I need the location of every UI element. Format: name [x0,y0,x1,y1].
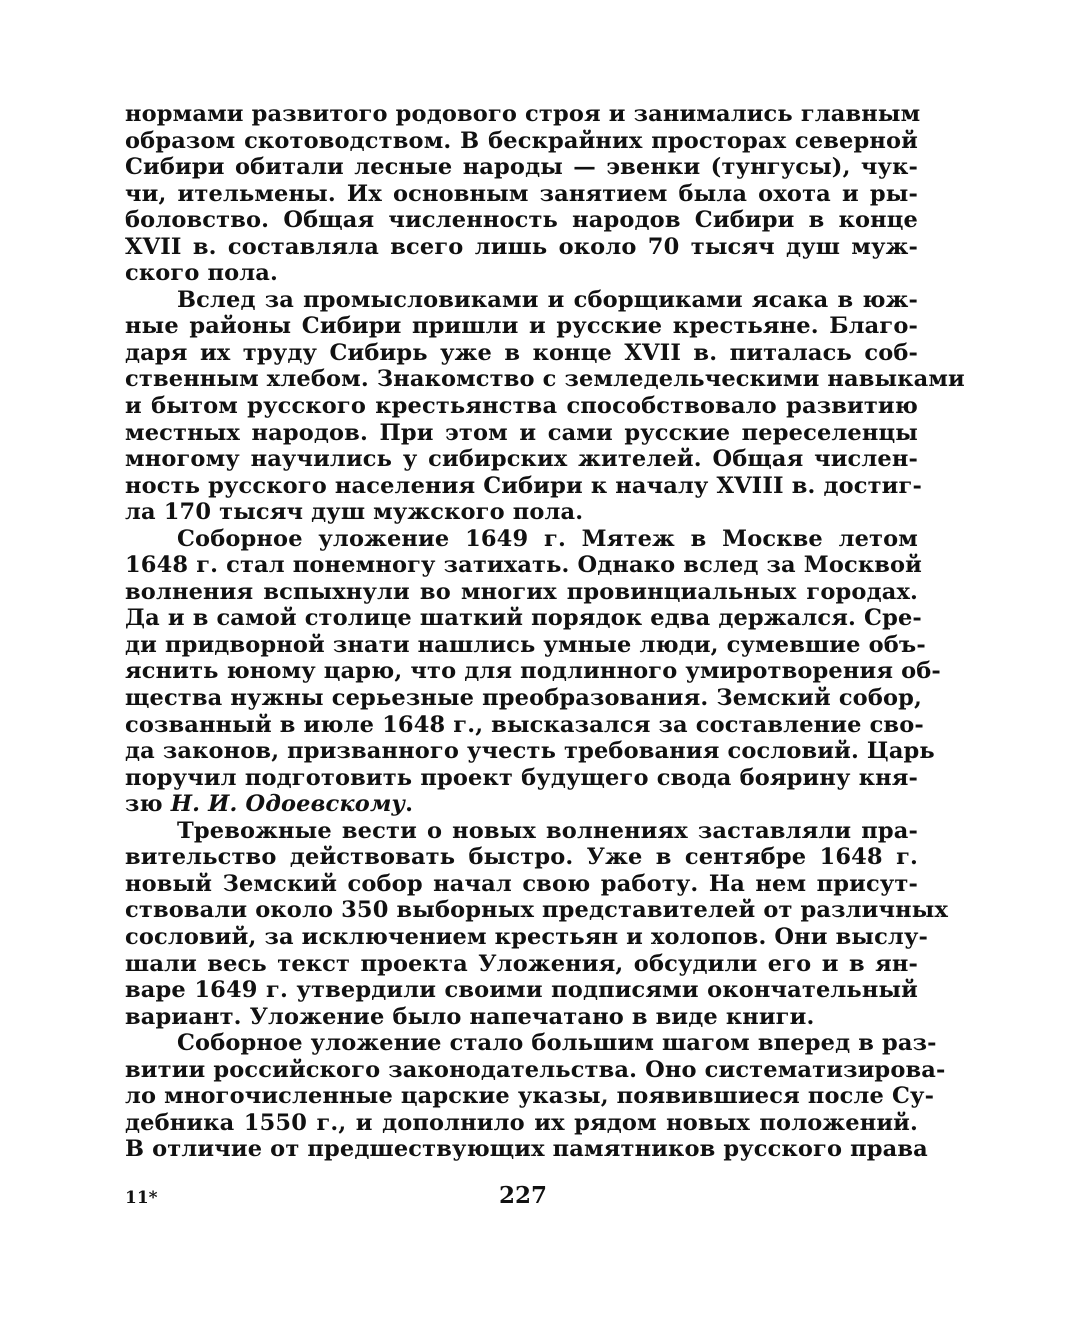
text-segment: ность русского населения Сибири к началу XVIII в. достиг- [125,472,922,499]
text-segment: Да и в самой столице шаткий порядок едва держался. Сре- [125,605,922,632]
text-segment: ственным хлебом. Знакомство с земледельческими навыками [125,366,965,393]
text-line [125,552,923,579]
text-line [125,977,918,1004]
text-segment: чи, ительмены. Их основным занятием была охота и ры- [125,180,918,207]
text-line [125,1110,918,1137]
text-line [125,658,941,685]
text-line [125,234,918,261]
text-segment: ла 170 тысяч душ мужского пола. [125,499,584,526]
text-line [125,685,923,712]
text-segment: даря их труду Сибирь уже в конце XVII в. питалась соб- [125,339,918,366]
text-segment: ствовали около 350 выборных представителей от различных [125,897,949,924]
text-segment: Вслед за промысловиками и сборщиками ясака в юж- [177,286,918,313]
person-name: Н. И. Одоевскому [170,791,406,818]
text-segment: нормами развитого родового строя и занимались главным [125,101,921,127]
paragraph [125,1030,946,1163]
text-segment: многому научились у сибирских жителей. Общая числен- [125,446,918,473]
text-line [125,951,918,978]
text-segment: Сибири обитали лесные народы — эвенки (тунгусы), чук- [125,154,918,181]
paragraph [125,817,949,1030]
text-segment: зю [125,791,171,818]
text-segment: новый Земский собор начал свою работу. На нем присут- [125,870,918,897]
text-line [125,472,922,500]
text-segment: яснить юному царю, что для подлинного умиротворения об- [125,658,941,685]
text-segment: . [405,791,414,818]
text-line [125,154,918,181]
section-heading: Соборное уложение 1649 г. [177,525,566,552]
text-segment: Мятеж в Москве летом [565,525,918,552]
text-segment: ло многочисленные царские указы, появившиеся после Су- [125,1083,935,1110]
body-text [125,101,965,1163]
text-segment: В отличие от предшествующих памятников русского права [125,1136,928,1163]
text-segment: утвердили своими подписями окончательный [287,977,919,1004]
text-line [125,1136,928,1163]
text-segment: образом скотоводством. В бескрайних просторах северной [125,127,918,154]
text-segment: сословий, за исключением крестьян и холопов. Они выслу- [125,923,928,950]
text-line [125,923,928,951]
text-line [125,818,918,845]
text-segment: ные районы Сибири пришли и русские крестьяне. Благо- [125,313,918,340]
text-segment: созванный в июле 1648 г., высказался за составление сво- [125,711,924,738]
text-segment: XVII в. составляла всего лишь около 70 тысяч душ муж- [125,233,918,260]
text-segment: щества нужны серьезные преобразования. Земский собор, [125,685,923,712]
text-line [125,287,918,314]
text-line [125,260,918,287]
text-line [125,1083,935,1110]
text-segment: Соборное уложение стало большим шагом вперед в раз- [177,1030,937,1057]
text-segment: ди придворной знати нашлись умные люди, сумевшие объ- [125,631,926,658]
text-line [125,605,922,632]
text-line [125,366,965,393]
text-line [125,128,918,155]
text-segment: вительство действовать быстро. Уже в сентябре 1648 г. [125,844,918,871]
text-line [125,791,918,818]
text-segment: шали весь текст проекта Уложения, обсудили его и в ян- [125,950,918,977]
text-line [125,579,918,606]
text-line [125,393,918,420]
text-line [125,420,918,447]
text-segment: Тревожные вести о новых волнениях заставляли пра- [177,817,918,844]
text-line [125,897,949,924]
text-line [125,631,926,659]
text-segment: да законов, призванного учесть требования сословий. Царь [125,738,935,765]
text-segment: витии российского законодательства. Оно систематизирова- [125,1056,946,1083]
text-line [125,181,918,208]
text-line [125,526,918,553]
paragraph [125,286,965,526]
text-line [125,207,918,234]
signature-mark: 11* [125,1188,158,1208]
text-line [125,499,918,526]
text-line [125,446,918,473]
text-line [125,765,918,792]
text-segment: дебника 1550 г., и дополнило их рядом новых положений. [125,1109,918,1136]
text-line [125,101,921,128]
section-heading: 1649 г. [194,977,288,1004]
paragraph [125,101,921,287]
text-line [125,313,918,340]
text-segment: 1648 г. стал понемногу затихать. Однако вслед за Москвой [125,552,923,579]
text-segment: ского пола. [125,260,278,287]
text-segment: боловство. Общая численность народов Сибири в конце [125,207,918,234]
text-line [125,844,918,871]
page-number: 227 [498,1182,547,1209]
text-line [125,738,935,765]
text-line [125,1056,946,1084]
text-segment: поручил подготовить проект будущего свода боярину кня- [125,764,918,791]
text-segment: вариант. Уложение было напечатано в виде книги. [125,1003,815,1030]
paragraph [125,525,941,818]
text-segment: местных народов. При этом и сами русские переселенцы [125,419,918,446]
text-line [125,340,918,367]
text-segment: варе [125,977,195,1004]
text-segment: и бытом русского крестьянства способствовало развитию [125,393,918,420]
text-line [125,871,918,898]
text-line [125,1004,918,1031]
text-line [125,711,924,739]
text-segment: волнения вспыхнули во многих провинциальных городах. [125,578,918,605]
text-line [125,1030,937,1057]
